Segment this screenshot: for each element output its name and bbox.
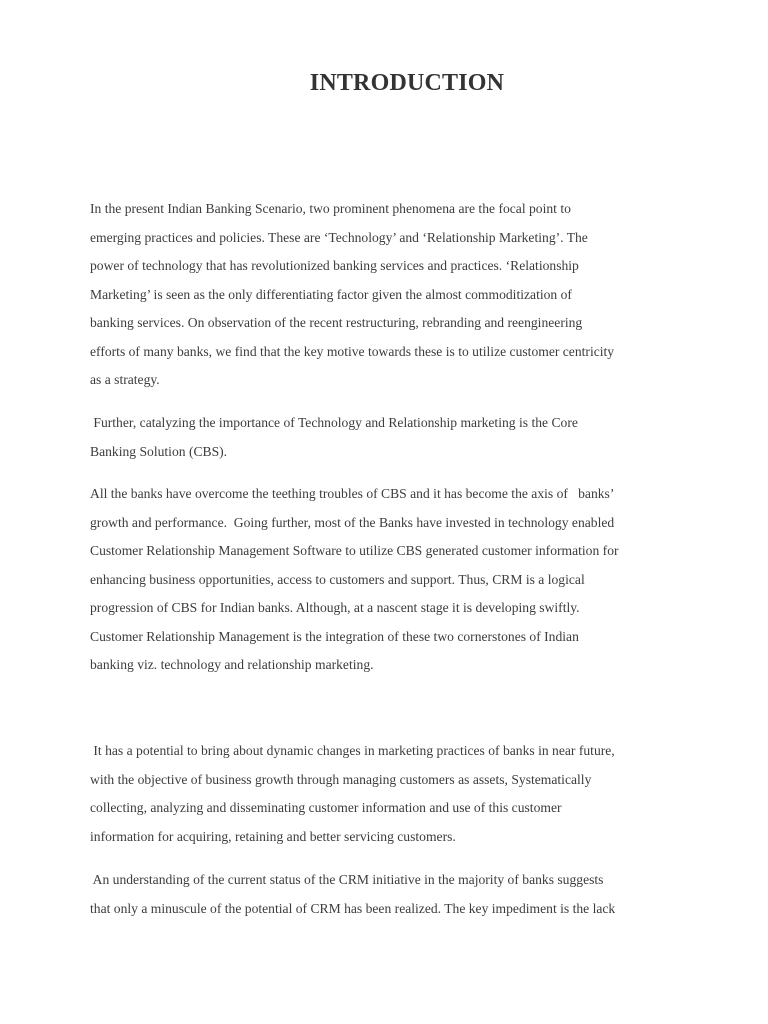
paragraph-2 [90, 409, 690, 466]
paragraph-line: efforts of many banks, we find that the key motive towards these is to utilize customer centricity [90, 343, 615, 359]
paragraph-4 [90, 737, 690, 851]
paragraph-1 [90, 195, 690, 395]
paragraph-line: In the present Indian Banking Scenario, two prominent phenomena are the focal point to [90, 201, 571, 216]
paragraph-line: progression of CBS for Indian banks. Although, at a nascent stage it is developing swiftly. [90, 600, 580, 615]
paragraph-line: as a strategy. [90, 372, 160, 387]
paragraph-line: power of technology that has revolutionized banking services and practices. ‘Relationship [90, 258, 579, 273]
paragraph-line: collecting, analyzing and disseminating customer information and use of this customer [90, 800, 562, 815]
paragraph-line: banking viz. technology and relationship marketing. [90, 657, 374, 672]
paragraph-line: Customer Relationship Management Software to utilize CBS generated customer information for [90, 543, 619, 558]
paragraph-line: Banking Solution (CBS). [90, 443, 228, 459]
paragraph-line: enhancing business opportunities, access to customers and support. Thus, CRM is a logical [90, 571, 585, 587]
paragraph-line: Customer Relationship Management is the integration of these two cornerstones of Indian [90, 628, 579, 644]
paragraph-line: emerging practices and policies. These are ‘Technology’ and ‘Relationship Marketing’. The [90, 229, 588, 245]
paragraph-line: Marketing’ is seen as the only differentiating factor given the almost commoditization of [90, 286, 572, 302]
paragraph-line: All the banks have overcome the teething troubles of CBS and it has become the axis of banks’ [90, 486, 615, 501]
paragraph-line: growth and performance. Going further, most of the Banks have invested in technology enabled [90, 514, 615, 530]
paragraph-line: banking services. On observation of the recent restructuring, rebranding and reengineering [90, 315, 583, 330]
paragraph-line: It has a potential to bring about dynamic changes in marketing practices of banks in near future, [90, 743, 615, 758]
paragraph-line: that only a minuscule of the potential of CRM has been realized. The key impediment is the lack [90, 900, 616, 916]
paragraph-line: information for acquiring, retaining and better servicing customers. [90, 828, 456, 844]
paragraph-line: with the objective of business growth through managing customers as assets, Systematically [90, 771, 592, 787]
paragraph-3 [90, 480, 690, 680]
paragraph-5 [90, 866, 690, 923]
paragraph-line: Further, catalyzing the importance of Technology and Relationship marketing is the Core [90, 415, 578, 430]
document-title: INTRODUCTION [309, 70, 505, 96]
paragraph-line: An understanding of the current status of the CRM initiative in the majority of banks suggests [90, 872, 604, 887]
